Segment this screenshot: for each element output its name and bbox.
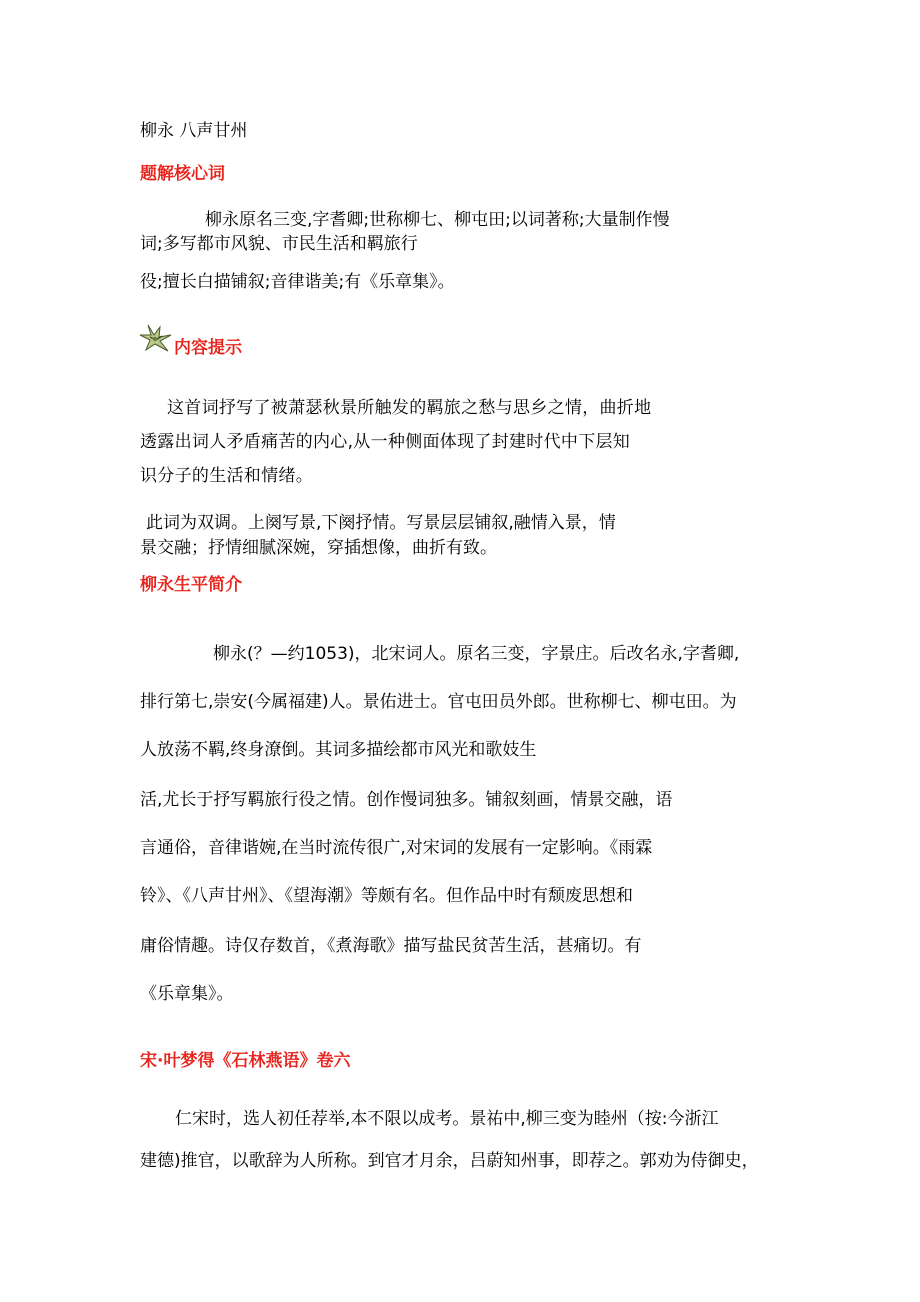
bio-line-7: 庸俗情趣。诗仅存数首，《煮海歌》描写盐民贫苦生活，甚痛切。有	[140, 936, 642, 956]
bio-line-2: 排行第七,崇安(今属福建)人。景佑进士。官屯田员外郎。世称柳七、柳屯田。为	[140, 692, 737, 712]
bio-line-4: 活,尤长于抒写羁旅行役之情。创作慢词独多。铺叙刻画，情景交融，语	[140, 790, 673, 810]
heading-content-hint: 内容提示	[174, 338, 242, 358]
content-para1-line-3: 识分子的生活和情绪。	[140, 466, 313, 486]
source-line-2: 建德)推官，以歌辞为人所称。到官才月余，吕蔚知州事，即荐之。郭劝为侍御史，	[140, 1151, 759, 1171]
bio-line-6: 铃》、《八声甘州》、《望海潮》等颇有名。但作品中时有颓废思想和	[140, 886, 633, 906]
content-para1-line-1: 这首词抒写了被萧瑟秋景所触发的羁旅之愁与思乡之情，曲折地	[167, 398, 652, 418]
bio-line-5: 言通俗，音律谐婉,在当时流传很广,对宋词的发展有一定影响。《雨霖	[140, 838, 653, 858]
heading-source: 宋·叶梦得《石林燕语》卷六	[140, 1051, 351, 1071]
content-para2-line-2: 景交融；抒情细腻深婉，穿插想像，曲折有致。	[140, 538, 497, 558]
content-para2-line-1: 此词为双调。上阕写景,下阕抒情。写景层层铺叙,融情入景，情	[146, 513, 616, 533]
heading-biography: 柳永生平简介	[140, 575, 242, 595]
heading-core-words: 题解核心词	[140, 164, 225, 184]
core-words-line-1: 柳永原名三变,字耆卿;世称柳七、柳屯田;以词著称;大量制作慢	[205, 210, 670, 230]
bio-line-1: 柳永(？—约1053)，北宋词人。原名三变，字景庄。后改名永,字耆卿,	[213, 644, 740, 664]
source-line-1: 仁宋时，选人初任荐举,本不限以成考。景祐中,柳三变为睦州（按:今浙江	[175, 1109, 719, 1129]
bio-line-3: 人放荡不羁,终身潦倒。其词多描绘都市风光和歌妓生	[140, 740, 537, 760]
core-words-line-3: 役;擅长白描铺叙;音律谐美;有《乐章集》。	[140, 272, 455, 292]
page-title: 柳永 八声甘州	[140, 121, 248, 141]
flower-icon	[138, 323, 174, 353]
bio-line-8: 《乐章集》。	[140, 984, 234, 1004]
content-para1-line-2: 透露出词人矛盾痛苦的内心,从一种侧面体现了封建时代中下层知	[140, 432, 631, 452]
core-words-line-2: 词;多写都市风貌、市民生活和羁旅行	[140, 234, 418, 254]
